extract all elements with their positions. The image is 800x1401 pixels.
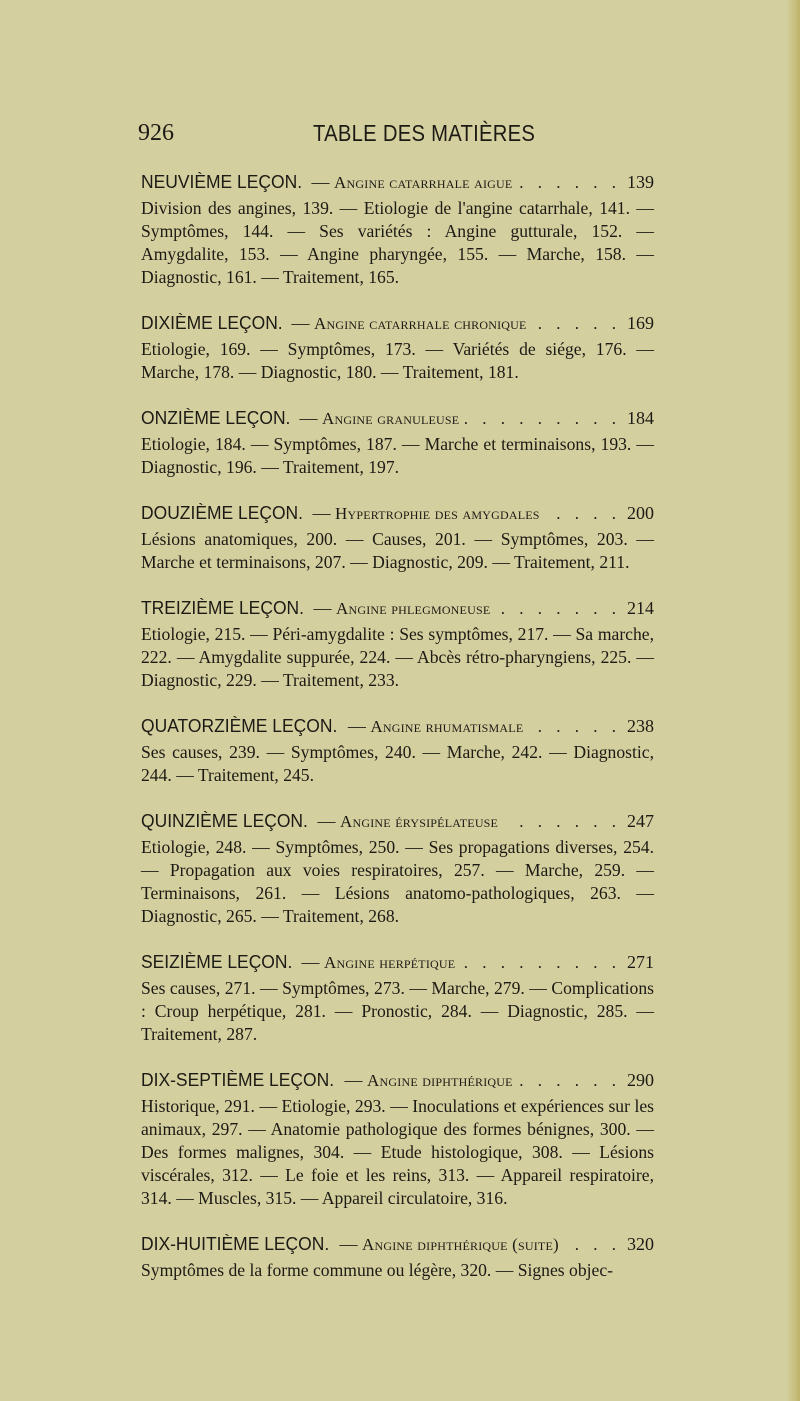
lesson-page: 214 [627, 598, 654, 618]
page-header [138, 120, 658, 156]
dot-leader [518, 171, 621, 195]
lesson-page: 247 [627, 811, 654, 831]
lesson-title: Angine herpétique [324, 953, 456, 972]
lesson-title: Angine phlegmoneuse [336, 599, 491, 618]
lesson-page: 169 [627, 313, 654, 333]
lesson-heading [141, 311, 654, 336]
dot-leader [465, 407, 621, 431]
dash-separator: — [313, 811, 341, 831]
dot-leader [519, 1069, 621, 1093]
dash-separator: — [287, 313, 315, 333]
lesson-contents: Etiologie, 184. — Symptômes, 187. — Marche et terminaisons, 193. — Diagnostic, 196. — Traitement, 197. [141, 434, 654, 477]
lesson-number: DIX-HUITIÈME LEÇON. [141, 1234, 330, 1254]
dot-leader [504, 810, 621, 834]
lesson-title: Hypertrophie des amygdales [335, 504, 540, 523]
table-of-contents [141, 170, 654, 1304]
lesson-page: 320 [627, 1234, 654, 1254]
toc-entry [141, 406, 654, 479]
lesson-number: NEUVIÈME LEÇON. [141, 172, 303, 192]
lesson-page: 200 [627, 503, 654, 523]
dash-separator: — [335, 1234, 363, 1254]
lesson-title: Angine rhumatismale [370, 717, 524, 736]
dash-separator: — [308, 503, 336, 523]
toc-entry [141, 950, 654, 1046]
dash-separator: — [343, 716, 371, 736]
dash-separator: — [295, 408, 323, 428]
lesson-contents: Etiologie, 169. — Symptômes, 173. — Variétés de siége, 176. — Marche, 178. — Diagnostic, 180. — Traitement, 181. [141, 339, 654, 382]
lesson-contents: Historique, 291. — Etiologie, 293. — Inoculations et expériences sur les animaux, 297. — Anatomie pathologique des formes bénignes, 300. — Des formes malignes, 304. — Etude histologique, 308. — Lésions viscérales, 312. — Le foie et les reins, 313. — Appareil respiratoire, 314. — Muscles, 315. — Appareil circulatoire, 316. [141, 1096, 654, 1208]
lesson-title: Angine granuleuse [322, 409, 460, 428]
lesson-heading [141, 1068, 654, 1093]
lesson-number: DIXIÈME LEÇON. [141, 313, 283, 333]
toc-entry [141, 1232, 654, 1282]
lesson-number: DOUZIÈME LEÇON. [141, 503, 304, 523]
lesson-number: SEIZIÈME LEÇON. [141, 952, 293, 972]
dot-leader [461, 951, 621, 975]
lesson-number: QUINZIÈME LEÇON. [141, 811, 308, 831]
lesson-page: 139 [627, 172, 654, 192]
toc-entry [141, 714, 654, 787]
lesson-heading [141, 406, 654, 431]
lesson-number: DIX-SEPTIÈME LEÇON. [141, 1070, 335, 1090]
lesson-page: 184 [627, 408, 654, 428]
lesson-page: 271 [627, 952, 654, 972]
dash-separator: — [297, 952, 325, 972]
lesson-heading [141, 1232, 654, 1257]
dot-leader [533, 312, 621, 336]
lesson-heading [141, 809, 654, 834]
toc-entry [141, 596, 654, 692]
lesson-heading [141, 714, 654, 739]
dot-leader [546, 502, 621, 526]
toc-entry [141, 501, 654, 574]
lesson-page: 238 [627, 716, 654, 736]
toc-entry [141, 1068, 654, 1210]
lesson-contents: Symptômes de la forme commune ou légère, 320. — Signes objec- [141, 1260, 613, 1280]
lesson-heading [141, 950, 654, 975]
toc-entry [141, 809, 654, 928]
page-edge [786, 0, 800, 1401]
dash-separator: — [309, 598, 337, 618]
lesson-number: QUATORZIÈME LEÇON. [141, 716, 338, 736]
lesson-number: ONZIÈME LEÇON. [141, 408, 291, 428]
lesson-title: Angine catarrhale aigue [334, 173, 513, 192]
lesson-heading [141, 170, 654, 195]
lesson-title: Angine érysipélateuse [340, 812, 499, 831]
lesson-contents: Lésions anatomiques, 200. — Causes, 201. — Symptômes, 203. — Marche et terminaisons, 207. — Diagnostic, 209. — Traitement, 211. [141, 529, 654, 572]
toc-entry [141, 170, 654, 289]
dot-leader [529, 715, 621, 739]
lesson-title: Angine diphthérique (suite) [362, 1235, 559, 1254]
dot-leader [496, 597, 621, 621]
lesson-contents: Ses causes, 271. — Symptômes, 273. — Marche, 279. — Complications : Croup herpétique, 281. — Pronostic, 284. — Diagnostic, 285. — Traitement, 287. [141, 978, 654, 1044]
lesson-contents: Ses causes, 239. — Symptômes, 240. — Marche, 242. — Diagnostic, 244. — Traitement, 245. [141, 742, 654, 785]
dash-separator: — [340, 1070, 368, 1090]
page-number: 926 [138, 120, 174, 146]
lesson-contents: Division des angines, 139. — Etiologie de l'angine catarrhale, 141. — Symptômes, 144. — Ses variétés : Angine gutturale, 152. — Amygdalite, 153. — Angine pharyngée, 155. — Marche, 158. — Diagnostic, 161. — Traitement, 165. [141, 198, 654, 287]
lesson-heading [141, 501, 654, 526]
lesson-contents: Etiologie, 215. — Péri-amygdalite : Ses symptômes, 217. — Sa marche, 222. — Amygdalite suppurée, 224. — Abcès rétro-pharyngiens, 225. — Diagnostic, 229. — Traitement, 233. [141, 624, 654, 690]
lesson-contents: Etiologie, 248. — Symptômes, 250. — Ses propagations diverses, 254. — Propagation aux voies respiratoires, 257. — Marche, 259. — Terminaisons, 261. — Lésions anatomo-pathologiques, 263. — Diagnostic, 265. — Traitement, 268. [141, 837, 654, 926]
lesson-title: Angine catarrhale chronique [314, 314, 527, 333]
lesson-heading [141, 596, 654, 621]
toc-entry [141, 311, 654, 384]
dash-separator: — [307, 172, 335, 192]
lesson-page: 290 [627, 1070, 654, 1090]
lesson-number: TREIZIÈME LEÇON. [141, 598, 304, 618]
dot-leader [565, 1233, 621, 1257]
running-title: TABLE DES MATIÈRES [313, 120, 536, 146]
lesson-title: Angine diphthérique [367, 1071, 513, 1090]
